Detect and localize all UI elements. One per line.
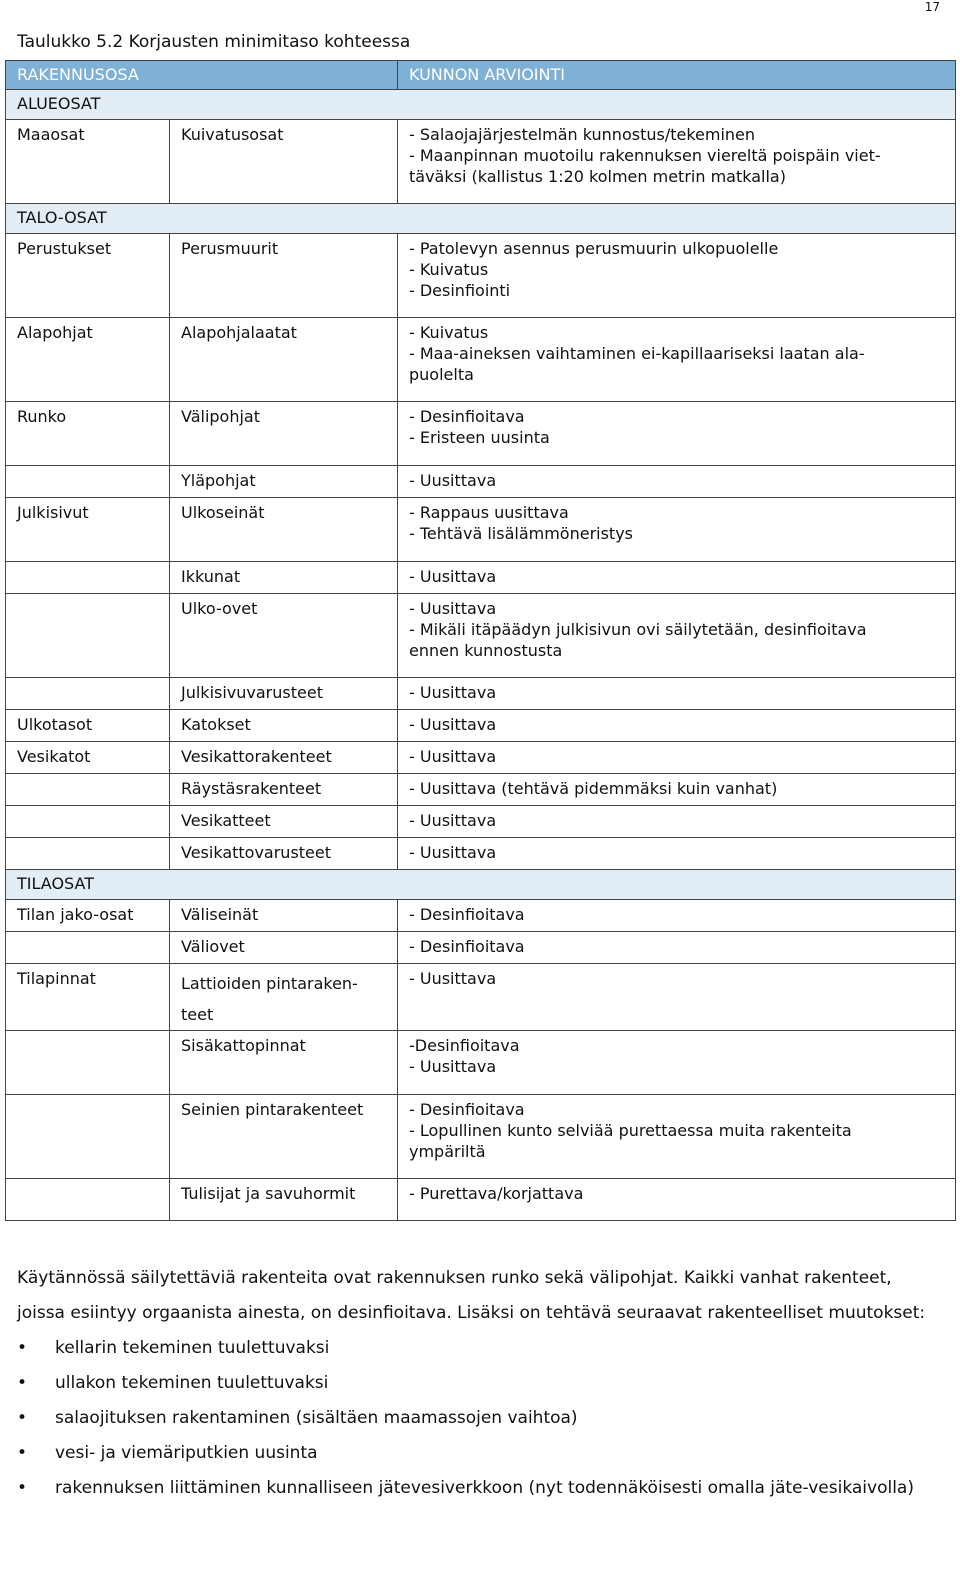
cell-osa: Ulkoseinät <box>170 498 398 562</box>
cell-arviointi <box>398 318 956 402</box>
assessment-line: - Uusittava <box>409 471 497 490</box>
cell-rakennusosa <box>6 594 170 678</box>
cell-rakennusosa <box>6 1095 170 1179</box>
cell-arviointi <box>398 678 956 710</box>
table-row <box>6 932 956 964</box>
cell-arviointi <box>398 806 956 838</box>
assessment-line: täväksi (kallistus 1:20 kolmen metrin matkalla) <box>409 167 786 186</box>
assessment-line: - Patolevyn asennus perusmuurin ulkopuolelle <box>409 239 779 258</box>
assessment-line: - Uusittava <box>409 843 497 862</box>
cell-arviointi <box>398 120 956 204</box>
table-row <box>6 594 956 678</box>
section-row <box>6 870 956 900</box>
cell-rakennusosa: Tilan jako-osat <box>6 900 170 932</box>
assessment-line: - Salaojajärjestelmän kunnostus/tekeminen <box>409 125 756 144</box>
assessment-line: - Kuivatus <box>409 323 489 342</box>
table-row <box>6 498 956 562</box>
assessment-line: - Desinfioitava <box>409 407 525 426</box>
assessment-line: -Desinfioitava <box>409 1036 520 1055</box>
cell-rakennusosa <box>6 562 170 594</box>
list-item: • rakennuksen liittäminen kunnalliseen jätevesiverkkoon (nyt todennäköisesti omalla jäte-vesikaivolla) <box>17 1471 937 1506</box>
assessment-line: - Desinfioitava <box>409 1100 525 1119</box>
assessment-line: - Uusittava <box>409 1057 497 1076</box>
assessment-line: - Purettava/korjattava <box>409 1184 584 1203</box>
table-row <box>6 710 956 742</box>
table-caption: Taulukko 5.2 Korjausten minimitaso kohteessa <box>17 32 411 52</box>
table-row <box>6 234 956 318</box>
cell-osa: Julkisivuvarusteet <box>170 678 398 710</box>
cell-arviointi <box>398 932 956 964</box>
cell-arviointi <box>398 774 956 806</box>
section-label: TALO-OSAT <box>6 204 956 234</box>
assessment-line: ympäriltä <box>409 1142 486 1161</box>
assessment-line: - Uusittava <box>409 715 497 734</box>
cell-rakennusosa <box>6 1031 170 1095</box>
assessment-line: - Uusittava <box>409 747 497 766</box>
cell-osa: Välipohjat <box>170 402 398 466</box>
table-row <box>6 1095 956 1179</box>
repair-table-body <box>6 61 956 1221</box>
assessment-line: - Kuivatus <box>409 260 489 279</box>
cell-osa: Yläpohjat <box>170 466 398 498</box>
cell-rakennusosa: Alapohjat <box>6 318 170 402</box>
cell-arviointi <box>398 838 956 870</box>
cell-arviointi <box>398 1031 956 1095</box>
table-row <box>6 900 956 932</box>
cell-osa: Seinien pintarakenteet <box>170 1095 398 1179</box>
cell-arviointi <box>398 964 956 1031</box>
cell-rakennusosa: Julkisivut <box>6 498 170 562</box>
table-row <box>6 562 956 594</box>
cell-arviointi <box>398 498 956 562</box>
table-row <box>6 838 956 870</box>
table-row <box>6 120 956 204</box>
cell-rakennusosa: Ulkotasot <box>6 710 170 742</box>
section-row <box>6 204 956 234</box>
cell-arviointi <box>398 594 956 678</box>
table-row <box>6 466 956 498</box>
cell-arviointi <box>398 710 956 742</box>
assessment-line: - Uusittava (tehtävä pidemmäksi kuin vanhat) <box>409 779 778 798</box>
cell-rakennusosa <box>6 678 170 710</box>
table-row <box>6 1031 956 1095</box>
assessment-line: - Mikäli itäpäädyn julkisivun ovi säilytetään, desinfioitava <box>409 620 867 639</box>
cell-osa: Väliovet <box>170 932 398 964</box>
cell-rakennusosa: Vesikatot <box>6 742 170 774</box>
assessment-line: - Uusittava <box>409 811 497 830</box>
repair-table <box>5 60 956 1221</box>
list-item: • salaojituksen rakentaminen (sisältäen maamassojen vaihtoa) <box>17 1401 937 1436</box>
section-row <box>6 90 956 120</box>
cell-osa: Tulisijat ja savuhormit <box>170 1179 398 1221</box>
section-label: TILAOSAT <box>6 870 956 900</box>
cell-osa: Kuivatusosat <box>170 120 398 204</box>
assessment-line: - Lopullinen kunto selviää purettaessa muita rakenteita <box>409 1121 852 1140</box>
cell-osa: Lattioiden pintaraken- teet <box>170 964 398 1031</box>
structural-changes-list <box>17 1331 937 1506</box>
cell-rakennusosa <box>6 932 170 964</box>
assessment-line: - Desinfioitava <box>409 905 525 924</box>
cell-arviointi <box>398 1179 956 1221</box>
cell-rakennusosa <box>6 466 170 498</box>
assessment-line: - Eristeen uusinta <box>409 428 550 447</box>
assessment-line: - Uusittava <box>409 683 497 702</box>
table-header-row <box>6 61 956 90</box>
cell-arviointi <box>398 1095 956 1179</box>
cell-arviointi <box>398 402 956 466</box>
table-row <box>6 402 956 466</box>
cell-rakennusosa: Tilapinnat <box>6 964 170 1031</box>
table-row <box>6 318 956 402</box>
cell-osa: Katokset <box>170 710 398 742</box>
cell-arviointi <box>398 466 956 498</box>
table-row <box>6 742 956 774</box>
assessment-line: - Desinfioitava <box>409 937 525 956</box>
header-rakennusosa: RAKENNUSOSA <box>6 61 398 90</box>
table-row <box>6 678 956 710</box>
cell-rakennusosa <box>6 838 170 870</box>
cell-rakennusosa <box>6 774 170 806</box>
cell-arviointi <box>398 234 956 318</box>
header-kunnon-arviointi: KUNNON ARVIOINTI <box>398 61 956 90</box>
assessment-line: - Rappaus uusittava <box>409 503 569 522</box>
cell-osa: Sisäkattopinnat <box>170 1031 398 1095</box>
cell-osa: Väliseinät <box>170 900 398 932</box>
table-row <box>6 964 956 1031</box>
cell-osa: Vesikatteet <box>170 806 398 838</box>
cell-osa: Vesikattorakenteet <box>170 742 398 774</box>
cell-osa: Ulko-ovet <box>170 594 398 678</box>
section-label: ALUEOSAT <box>6 90 956 120</box>
assessment-line: - Desinfiointi <box>409 281 511 300</box>
cell-osa: Alapohjalaatat <box>170 318 398 402</box>
table-row <box>6 806 956 838</box>
cell-osa: Vesikattovarusteet <box>170 838 398 870</box>
list-item: • vesi- ja viemäriputkien uusinta <box>17 1436 937 1471</box>
assessment-line: - Maa-aineksen vaihtaminen ei-kapillaariseksi laatan ala- <box>409 344 865 363</box>
cell-rakennusosa <box>6 1179 170 1221</box>
assessment-line: - Maanpinnan muotoilu rakennuksen viereltä poispäin viet- <box>409 146 881 165</box>
cell-arviointi <box>398 900 956 932</box>
cell-rakennusosa: Maaosat <box>6 120 170 204</box>
cell-arviointi <box>398 562 956 594</box>
cell-osa: Räystäsrakenteet <box>170 774 398 806</box>
cell-osa: Perusmuurit <box>170 234 398 318</box>
body-text <box>17 1261 937 1506</box>
list-item: • kellarin tekeminen tuulettuvaksi <box>17 1331 937 1366</box>
assessment-line: ennen kunnostusta <box>409 641 563 660</box>
page-number: 17 <box>924 0 940 14</box>
assessment-line: - Uusittava <box>409 567 497 586</box>
assessment-line: - Uusittava <box>409 969 497 988</box>
list-item: • ullakon tekeminen tuulettuvaksi <box>17 1366 937 1401</box>
assessment-line: - Uusittava <box>409 599 497 618</box>
cell-rakennusosa: Perustukset <box>6 234 170 318</box>
cell-arviointi <box>398 742 956 774</box>
table-row <box>6 1179 956 1221</box>
table-row <box>6 774 956 806</box>
cell-osa: Ikkunat <box>170 562 398 594</box>
assessment-line: - Tehtävä lisälämmöneristys <box>409 524 633 543</box>
paragraph: Käytännössä säilytettäviä rakenteita ovat rakennuksen runko sekä välipohjat. Kaikki vanhat rakenteet, joissa esiintyy orgaanista ainesta, on desinfioitava. Lisäksi on tehtävä seuraavat rakenteelliset muutokset: <box>17 1268 926 1323</box>
assessment-line: puolelta <box>409 365 474 384</box>
cell-rakennusosa: Runko <box>6 402 170 466</box>
cell-rakennusosa <box>6 806 170 838</box>
